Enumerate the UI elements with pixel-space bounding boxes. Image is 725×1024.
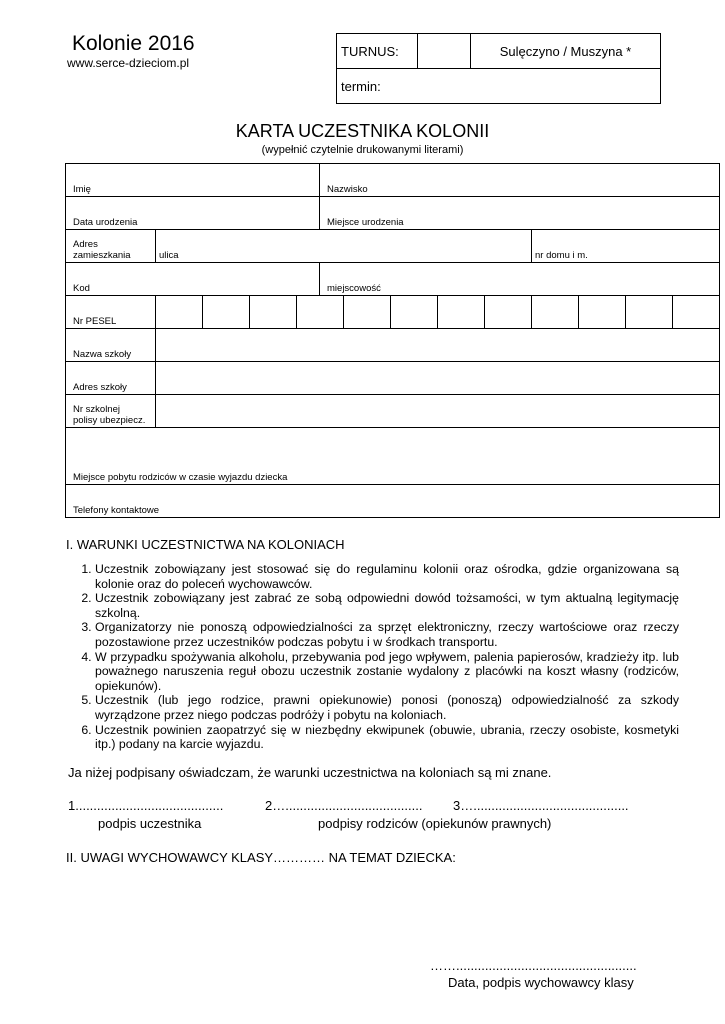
declaration-text: Ja niżej podpisany oświadczam, że warunki uczestnictwa na koloniach są mi znane.	[68, 765, 552, 780]
nazwa-szkoly-label: Nazwa szkoły	[73, 349, 132, 360]
turnus-label: TURNUS:	[337, 34, 418, 69]
adres-szkoly-field[interactable]	[156, 362, 720, 395]
imie-field[interactable]	[66, 164, 320, 197]
miejsce-urodzenia-field[interactable]	[320, 197, 720, 230]
termin-field[interactable]	[337, 69, 661, 104]
imie-label: Imię	[73, 184, 91, 195]
teacher-signature-caption: Data, podpis wychowawcy klasy	[448, 975, 634, 990]
pesel-digit-3[interactable]	[250, 296, 297, 329]
signature-line-3[interactable]: 3…...........................................	[453, 798, 629, 813]
pesel-digit-6[interactable]	[391, 296, 438, 329]
pobyt-rodzicow-field[interactable]	[66, 428, 720, 485]
nazwa-szkoly-field[interactable]	[156, 329, 720, 362]
termin-label: termin:	[341, 78, 381, 94]
nazwa-szkoly-label-cell	[66, 329, 156, 362]
pobyt-rodzicow-label: Miejsce pobytu rodziców w czasie wyjazdu dziecka	[73, 472, 288, 483]
form-subtitle: (wypełnić czytelnie drukowanymi literami)	[261, 144, 464, 156]
nr-domu-label: nr domu i m.	[535, 250, 588, 261]
condition-item: 3. Organizatorzy nie ponoszą odpowiedzialności za sprzęt elektroniczny, rzeczy wartościowe oraz rzeczy pozostawione przez uczestników podczas pobytu i w środkach transportu.	[95, 620, 679, 649]
data-urodzenia-label: Data urodzenia	[73, 217, 138, 228]
pesel-digit-4[interactable]	[297, 296, 344, 329]
adres-label-cell	[66, 230, 156, 263]
miejscowosc-field[interactable]	[320, 263, 720, 296]
pesel-digit-11[interactable]	[626, 296, 673, 329]
condition-item: 1. Uczestnik zobowiązany jest stosować się do regulaminu kolonii oraz ośrodka, gdzie organizowana są kolonie oraz do poleceń wychowawców.	[95, 562, 679, 591]
polisa-label-1: Nr szkolnej	[73, 404, 120, 415]
miejscowosc-label: miejscowość	[327, 283, 381, 294]
form-title: KARTA UCZESTNIKA KOLONII	[235, 121, 490, 141]
signature-line-1[interactable]: 1.........................................	[68, 798, 224, 813]
pesel-digit-5[interactable]	[344, 296, 391, 329]
ulica-field[interactable]	[156, 230, 532, 263]
telefony-field[interactable]	[66, 485, 720, 518]
telefony-label: Telefony kontaktowe	[73, 505, 160, 516]
turnus-field[interactable]	[418, 34, 471, 69]
nazwisko-label: Nazwisko	[327, 184, 368, 195]
location-choice[interactable]: Sulęczyno / Muszyna *	[471, 34, 661, 69]
section2-heading: II. UWAGI WYCHOWAWCY KLASY………… NA TEMAT DZIECKA:	[66, 850, 456, 865]
pesel-digit-2[interactable]	[203, 296, 250, 329]
adres-szkoly-label-cell	[66, 362, 156, 395]
signature-line-2[interactable]: 2…......................................	[265, 798, 423, 813]
polisa-label-cell	[66, 395, 156, 428]
turnus-box	[336, 33, 661, 104]
conditions-list	[72, 562, 679, 752]
pesel-digit-1[interactable]	[156, 296, 203, 329]
adres-szkoly-label: Adres szkoły	[73, 382, 127, 393]
nazwisko-field[interactable]	[320, 164, 720, 197]
kod-field[interactable]	[66, 263, 320, 296]
parents-signature-caption: podpisy rodziców (opiekunów prawnych)	[318, 816, 552, 831]
pesel-digit-7[interactable]	[438, 296, 485, 329]
teacher-signature-line[interactable]: ……..................................................	[430, 958, 637, 973]
section1-heading: I. WARUNKI UCZESTNICTWA NA KOLONIACH	[66, 537, 345, 552]
kod-label: Kod	[73, 283, 90, 294]
condition-item: 2. Uczestnik zobowiązany jest zabrać ze sobą odpowiedni dowód tożsamości, w tym aktualną legitymację szkolną.	[95, 591, 679, 620]
condition-item: 5. Uczestnik (lub jego rodzice, prawni opiekunowie) ponosi (ponoszą) odpowiedzialność za szkody wyrządzone przez niego podczas podróży i pobytu na koloniach.	[95, 693, 679, 722]
pesel-label: Nr PESEL	[73, 316, 117, 327]
participant-form	[65, 163, 720, 518]
pesel-digit-9[interactable]	[532, 296, 579, 329]
adres-label-2: zamieszkania	[73, 250, 131, 261]
polisa-field[interactable]	[156, 395, 720, 428]
participant-signature-caption: podpis uczestnika	[98, 816, 202, 831]
pesel-digit-10[interactable]	[579, 296, 626, 329]
adres-label-1: Adres	[73, 239, 98, 250]
pesel-digit-8[interactable]	[485, 296, 532, 329]
ulica-label: ulica	[159, 250, 179, 261]
website-link[interactable]: www.serce-dzieciom.pl	[67, 56, 190, 70]
pesel-extra	[673, 296, 720, 329]
nr-domu-field[interactable]	[532, 230, 720, 263]
data-urodzenia-field[interactable]	[66, 197, 320, 230]
page-title: Kolonie 2016	[72, 32, 195, 55]
condition-item: 4. W przypadku spożywania alkoholu, przebywania pod jego wpływem, palenia papierosów, kradzieży itp. lub poważnego naruszenia reguł obozu uczestnik zostanie wydalony z placówki na koszt własny (rodziców, opiekunów).	[95, 650, 679, 694]
pesel-label-cell	[66, 296, 156, 329]
polisa-label-2: polisy ubezpiecz.	[73, 415, 146, 426]
condition-item: 6. Uczestnik powinien zaopatrzyć się w niezbędny ekwipunek (obuwie, ubrania, rzeczy osobiste, kosmetyki itp.) podany na karcie wyjazdu.	[95, 723, 679, 752]
miejsce-urodzenia-label: Miejsce urodzenia	[327, 217, 404, 228]
